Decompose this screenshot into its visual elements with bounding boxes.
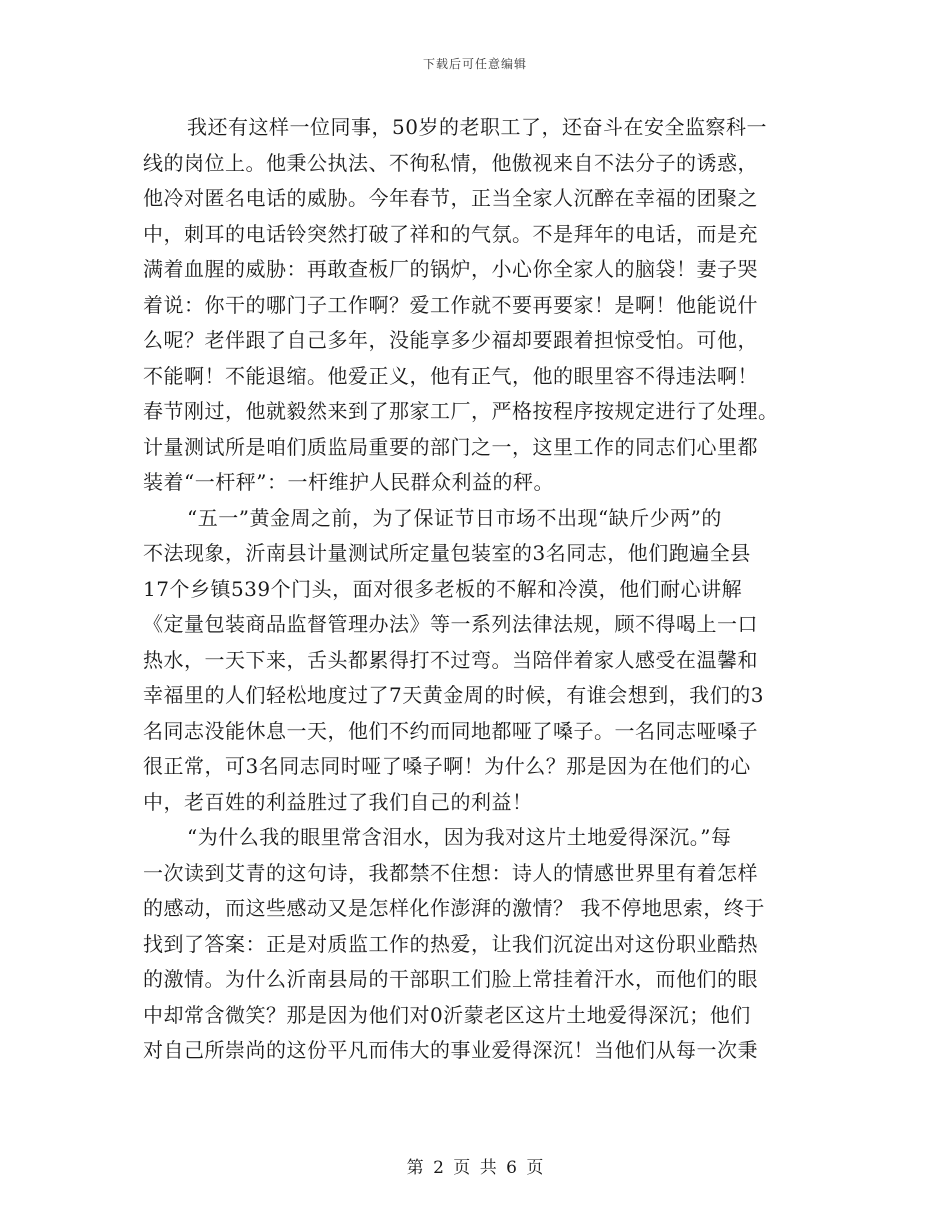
text-line: 计量测试所是咱们质监局重要的部门之一，这里工作的同志们心里都: [143, 434, 758, 459]
text-line: “五一”黄金周之前，为了保证节日市场不出现“缺斤少两”的: [187, 505, 722, 530]
text-line: 满着血腥的威胁：再敢查板厂的锅炉，小心你全家人的脑袋！妻子哭: [143, 257, 758, 281]
text-line: 中却常含微笑？那是因为他们对0沂蒙老区这片土地爱得深沉；他们: [143, 1002, 751, 1027]
text-line: 中，老百姓的利益胜过了我们自己的利益！: [143, 789, 533, 814]
text-line: 幸福里的人们轻松地度过了7天黄金周的时候，有谁会想到，我们的3: [143, 683, 764, 707]
text-line: 春节刚过，他就毅然来到了那家工厂，严格按程序按规定进行了处理。: [143, 399, 779, 423]
text-line: 着说：你干的哪门子工作啊？爱工作就不要再要家！是啊！他能说什: [143, 292, 758, 317]
text-line: 热水，一天下来，舌头都累得打不过弯。当陪伴着家人感受在温馨和: [143, 647, 758, 672]
text-line: 线的岗位上。他秉公执法、不徇私情，他傲视来自不法分子的诱惑，: [143, 150, 758, 175]
document-body: [143, 110, 803, 1069]
text-line: 我还有这样一位同事，50岁的老职工了，还奋斗在安全监察科一: [187, 115, 767, 139]
text-line: 他冷对匿名电话的威胁。今年春节，正当全家人沉醉在幸福的团聚之: [143, 186, 758, 210]
text-line: 一次读到艾青的这句诗，我都禁不住想：诗人的情感世界里有着怎样: [143, 860, 758, 885]
text-line: 《定量包装商品监督管理办法》等一系列法律法规，顾不得喝上一口: [143, 612, 758, 636]
text-line: 找到了答案：正是对质监工作的热爱，让我们沉淀出对这份职业酷热: [143, 931, 758, 956]
text-line: 么呢？老伴跟了自己多年，没能享多少福却要跟着担惊受怕。可他，: [143, 328, 758, 352]
text-line: 很正常，可3名同志同时哑了嗓子啊！为什么？那是因为在他们的心: [143, 754, 751, 778]
text-line: 的激情。为什么沂南县局的干部职工们脸上常挂着汗水，而他们的眼: [143, 967, 758, 991]
page-footer: 第 2 页 共 6 页: [406, 1158, 544, 1178]
page-header: 下载后可任意编辑: [422, 57, 527, 71]
text-line: 中，刺耳的电话铃突然打破了祥和的气氛。不是拜年的电话，而是充: [143, 221, 758, 246]
text-line: “为什么我的眼里常含泪水，因为我对这片土地爱得深沉。”每: [187, 825, 732, 849]
text-line: 不法现象，沂南县计量测试所定量包装室的3名同志，他们跑遍全县: [143, 541, 751, 565]
text-line: 17个乡镇539个门头，面对很多老板的不解和冷漠，他们耐心讲解: [143, 576, 743, 601]
text-line: 不能啊！不能退缩。他爱正义，他有正气，他的眼里容不得违法啊！: [143, 363, 758, 388]
text-line: 的感动，而这些感动又是怎样化作澎湃的激情？ 我不停地思索，终于: [143, 896, 765, 920]
text-line: 装着“一杆秤”：一杆维护人民群众利益的秤。: [143, 470, 554, 494]
text-line: 名同志没能休息一天，他们不约而同地都哑了嗓子。一名同志哑嗓子: [143, 718, 758, 743]
text-line: 对自己所崇尚的这份平凡而伟大的事业爱得深沉！当他们从每一次秉: [143, 1038, 758, 1062]
